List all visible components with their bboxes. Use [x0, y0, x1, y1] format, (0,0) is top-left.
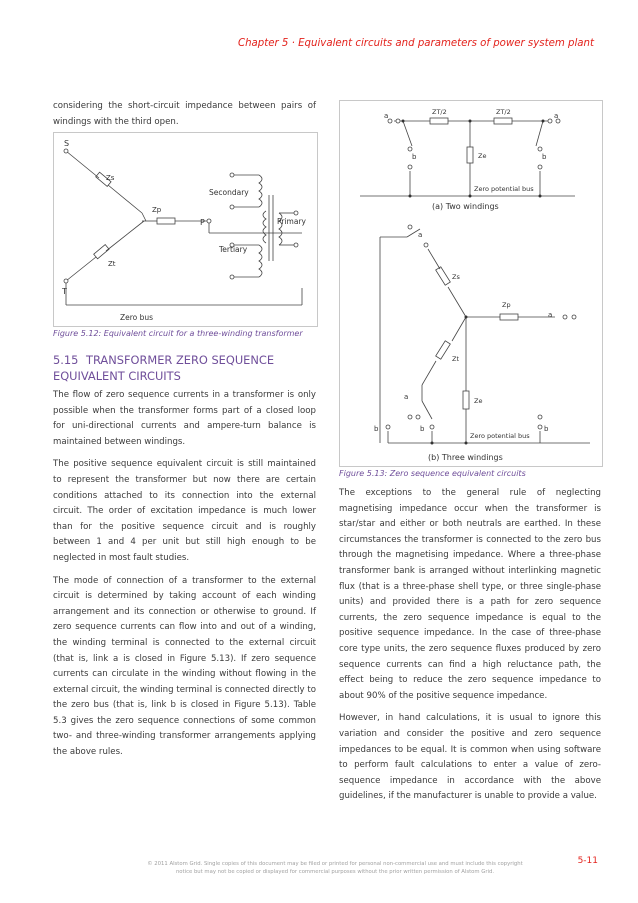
section-heading	[53, 352, 316, 384]
page-number: 5-11	[577, 856, 598, 866]
tertiary-label: Tertiary	[219, 245, 248, 254]
node-p-label: P	[200, 218, 205, 227]
link-b-left-b-label: b	[374, 425, 379, 433]
section-number: 5.15	[53, 353, 79, 367]
zs-label-b: Zs	[452, 273, 460, 281]
node-s-label: S	[64, 139, 70, 148]
zt-half-left-label: ZT/2	[432, 108, 447, 116]
right-column-body	[339, 486, 601, 812]
zp-label-b: Zp	[502, 301, 511, 309]
zs-label: Zs	[106, 174, 115, 182]
link-a-left-label: a	[384, 112, 389, 120]
zero-sequence-circuits	[340, 101, 602, 466]
two-windings-title: (a) Two windings	[432, 202, 499, 211]
intro-paragraph: considering the short-circuit impedance between pairs of windings with the third open.	[53, 101, 316, 127]
zt-label: Zt	[108, 260, 116, 268]
figure-5-12-caption: Figure 5.12: Equivalent circuit for a three-winding transformer	[53, 329, 303, 338]
zero-bus-label: Zero bus	[120, 313, 154, 322]
figure-5-13-caption: Figure 5.13: Zero sequence equivalent circuits	[339, 469, 526, 478]
left-column-body	[53, 388, 316, 768]
zt-label-b: Zt	[452, 355, 460, 363]
paragraph: The positive sequence equivalent circuit is still maintained to represent the transformer but now there are certain conditions attached to its connection into the external circuit. The order of excitation impedance is much lower than for the positive sequence circuit and is roughly between 1 and 4 per unit but still high enough to be neglected in most fault studies.	[53, 459, 316, 563]
ze-label: Ze	[478, 152, 487, 160]
link-b-right-label: b	[542, 153, 547, 161]
zero-potential-bus-label-b: Zero potential bus	[470, 432, 530, 440]
link-a-bottom-label: a	[404, 393, 409, 401]
zt-half-right-label: ZT/2	[496, 108, 511, 116]
link-b-mid-b-label: b	[420, 425, 425, 433]
node-t-label: T	[62, 287, 67, 296]
paragraph: However, in hand calculations, it is usual to ignore this variation and consider the positive and zero sequence impedances to be equal. It is common when using software to perform fault calculations to enter a value of zero-sequence impedance in accordance with the above guidelines, if the manufacturer is unable to provide a value.	[339, 713, 601, 802]
link-b-left-label: b	[412, 153, 417, 161]
link-a-right-b-label: a	[548, 311, 553, 319]
paragraph: The exceptions to the general rule of neglecting magnetising impedance occur when the transformer is star/star and either or both neutrals are earthed. In these circumstances the transformer is connected to the zero bus through the magnetising impedance. Where a three-phase transformer bank is arranged without interlinking magnetic flux (that is a three-phase shell type, or three single-phase units) and provided there is a path for zero sequence currents, the zero sequence impedance is equal to the positive sequence impedance. In the case of three-phase core type units, the zero sequence fluxes produced by zero sequence currents can find a high reluctance path, the effect being to reduce the zero sequence impedance to about 90% of the positive sequence impedance.	[339, 488, 601, 701]
paragraph: The mode of connection of a transformer to the external circuit is determined by taking account of each winding arrangement and its connection or otherwise to ground. If zero sequence currents can flow into and out of a winding, the winding terminal is connected to the external circuit (that is, link a is closed in Figure 5.13). If zero sequence currents can circulate in the winding without flowing in the external circuit, the winding terminal is connected directly to the zero bus (that is, link b is closed in Figure 5.13). Table 5.3 gives the zero sequence connections of some common two- and three-winding transformer arrangements applying the above rules.	[53, 575, 316, 758]
figure-5-12	[53, 132, 318, 327]
ze-label-b: Ze	[474, 397, 483, 405]
secondary-label: Secondary	[209, 188, 249, 197]
zp-label: Zp	[152, 206, 162, 214]
link-b-right-b-label: b	[544, 425, 549, 433]
primary-label: Primary	[277, 217, 306, 226]
three-windings-title: (b) Three windings	[428, 453, 503, 462]
figure-5-13	[339, 100, 603, 467]
section-title: TRANSFORMER ZERO SEQUENCE EQUIVALENT CIRCUITS	[53, 353, 275, 383]
copyright-footer: © 2011 Alstom Grid. Single copies of this document may be filed or printed for personal non-commercial use and must include this copyright notice but may not be copied or displayed for commercial purposes without the prior written permission of Alstom Grid.	[147, 861, 523, 875]
link-a-top-label: a	[418, 231, 423, 239]
paragraph: The flow of zero sequence currents in a transformer is only possible when the transformer forms part of a closed loop for uni-directional currents and ampere-turn balance is maintained between windings.	[53, 390, 316, 447]
link-a-right-label: a	[554, 112, 559, 120]
three-winding-equivalent-circuit	[54, 133, 317, 326]
zero-potential-bus-label: Zero potential bus	[474, 185, 534, 193]
chapter-header: Chapter 5 · Equivalent circuits and parameters of power system plant	[237, 38, 594, 49]
